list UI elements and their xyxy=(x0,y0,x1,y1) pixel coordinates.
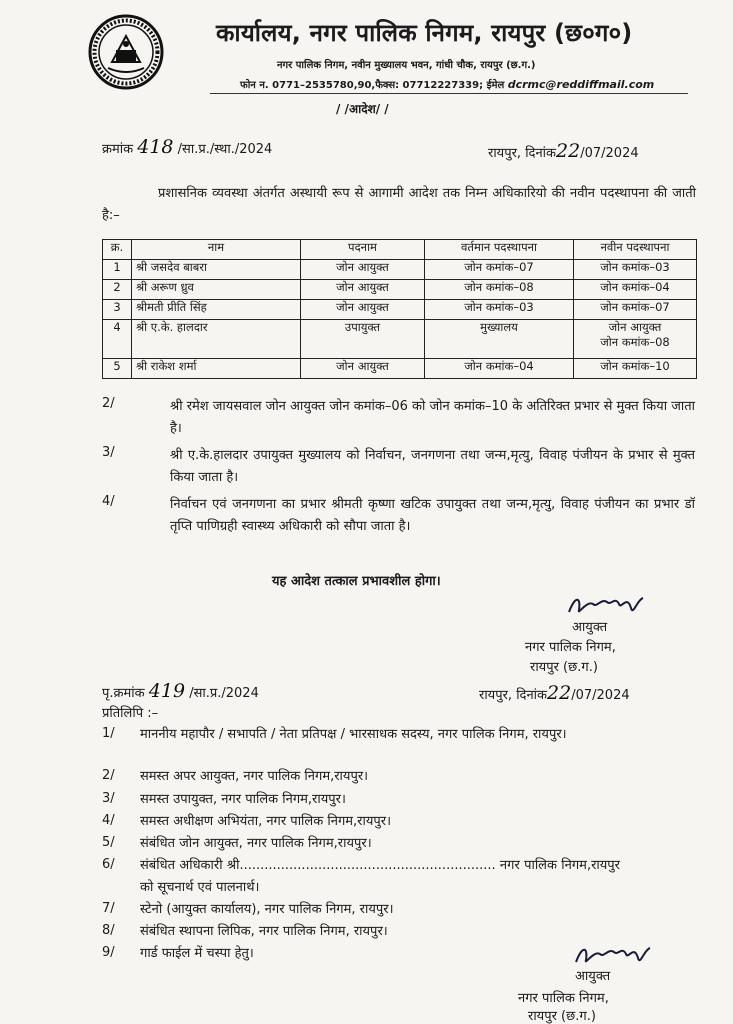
new-posting-line: जोन कमांक–10 xyxy=(600,359,670,373)
table-row xyxy=(103,300,697,320)
point-text: निर्वाचन एवं जनगणना का प्रभार श्रीमती कृष्णा खटिक उपायुक्त तथा जन्म,मृत्यु, विवाह पंजीयन का प्रभार डॉ तृप्ति पाणिग्रही स्वास्थ्य अधिकारी को सौपा जाता है। xyxy=(170,497,695,534)
copy-item-number: 9/ xyxy=(102,945,115,960)
table-row xyxy=(103,359,697,379)
cell-current-posting: जोन कमांक–08 xyxy=(425,280,574,300)
office-contact xyxy=(240,77,654,91)
cell-new-posting xyxy=(574,300,697,320)
commissioner-signature xyxy=(565,590,647,620)
date-day-handwritten: 22 xyxy=(556,140,581,162)
cell-name: श्रीमती प्रीति सिंह xyxy=(132,300,301,320)
table-row xyxy=(103,260,697,280)
point-number: 4/ xyxy=(102,494,115,509)
cell-current-posting: मुख्यालय xyxy=(425,320,574,359)
table-row xyxy=(103,320,697,359)
cell-name: श्री जसदेव बाबरा xyxy=(132,260,301,280)
ref-label: क्रमांक xyxy=(102,142,134,157)
new-posting-line: जोन कमांक–03 xyxy=(600,260,670,274)
endorsement-reference xyxy=(102,680,259,702)
copy-item-text: समस्त अपर आयुक्त, नगर पालिक निगम,रायपुर। xyxy=(140,769,369,784)
order-intro: प्रशासनिक व्यवस्था अंतर्गत अस्थायी रूप से आगामी आदेश तक निम्न अधिकारियो की नवीन पदस्थापना की जाती है:– xyxy=(102,186,696,223)
cell-name: श्री राकेश शर्मा xyxy=(132,359,301,379)
cell-new-posting xyxy=(574,280,697,300)
cell-new-posting xyxy=(574,359,697,379)
endorsement-ref-label: पृ.क्रमांक xyxy=(102,686,145,701)
new-posting-line: जोन आयुक्त xyxy=(608,320,662,334)
office-title: कार्यालय, नगर पालिक निगम, रायपुर (छ०ग०) xyxy=(216,19,633,47)
order-reference xyxy=(102,136,272,158)
copy-item-text: समस्त उपायुक्त, नगर पालिक निगम,रायपुर। xyxy=(140,792,346,807)
copy-item-text: संबंधित जोन आयुक्त, नगर पालिक निगम,रायपुर। xyxy=(140,836,372,851)
municipal-seal-logo xyxy=(88,14,164,90)
signatory-place: रायपुर (छ.ग.) xyxy=(530,660,598,675)
copy-item-number: 7/ xyxy=(102,901,115,916)
effective-statement: यह आदेश तत्काल प्रभावशील होगा। xyxy=(272,574,441,589)
new-posting-line-2: जोन कमांक–08 xyxy=(600,335,670,349)
point-text: श्री रमेश जायसवाल जोन आयुक्त जोन कमांक–06 को जोन कमांक–10 के अतिरिक्त प्रभार से मुक्त किया जाता है। xyxy=(170,399,695,436)
order-date xyxy=(488,140,639,162)
copy-item-number: 5/ xyxy=(102,835,115,850)
copy-item-text: समस्त अधीक्षण अभियंता, नगर पालिक निगम,रायपुर। xyxy=(140,814,392,829)
table-header-row xyxy=(103,240,697,260)
endorsement-date-day-handwritten: 22 xyxy=(547,682,572,704)
new-posting-line: जोन कमांक–07 xyxy=(600,300,670,314)
copy-item-number: 1/ xyxy=(102,726,115,741)
cell-designation: उपायुक्त xyxy=(301,320,425,359)
header-name: नाम xyxy=(132,240,301,260)
signatory-place-2: रायपुर (छ.ग.) xyxy=(528,1009,596,1024)
contact-numbers: फोन न. 0771–2535780,90,फैक्स: 07712227339; ईमेल xyxy=(240,80,505,91)
copy-item-text: संबंधित अधिकारी श्री.............................................................. नगर पालिक निगम,रायपुर को सूचनार्थ एवं पालनार्थ। xyxy=(140,858,620,895)
header-current-posting: वर्तमान पदस्थापना xyxy=(425,240,574,260)
cell-serial: 2 xyxy=(103,280,132,300)
office-address: नगर पालिक निगम, नवीन मुख्यालय भवन, गांधी चौक, रायपुर (छ.ग.) xyxy=(277,60,536,71)
cell-serial: 4 xyxy=(103,320,132,359)
order-heading: / /आदेश/ / xyxy=(336,102,389,116)
cell-designation: जोन आयुक्त xyxy=(301,280,425,300)
cell-new-posting xyxy=(574,320,697,359)
header-serial: क्र. xyxy=(103,240,132,260)
posting-table xyxy=(102,239,697,379)
cell-serial: 1 xyxy=(103,260,132,280)
ref-number-handwritten: 418 xyxy=(137,136,174,158)
header-divider xyxy=(210,93,688,94)
endorsement-ref-suffix: /सा.प्र./2024 xyxy=(189,686,259,701)
point-number: 2/ xyxy=(102,396,115,411)
signatory-org-2: नगर पालिक निगम, xyxy=(518,991,609,1006)
ref-suffix: /सा.प्र./स्था./2024 xyxy=(177,142,273,157)
cell-serial: 3 xyxy=(103,300,132,320)
cell-current-posting: जोन कमांक–07 xyxy=(425,260,574,280)
copy-item-text: स्टेनो (आयुक्त कार्यालय), नगर पालिक निगम, रायपुर। xyxy=(140,902,394,917)
header-designation: पदनाम xyxy=(301,240,425,260)
endorsement-ref-number-handwritten: 419 xyxy=(148,680,186,702)
new-posting-line: जोन कमांक–04 xyxy=(600,280,670,294)
copy-item-number: 4/ xyxy=(102,813,115,828)
copy-item-number: 8/ xyxy=(102,923,115,938)
copy-item-number: 2/ xyxy=(102,768,115,783)
signatory-org: नगर पालिक निगम, xyxy=(525,640,616,655)
copy-item-text: संबंधित स्थापना लिपिक, नगर पालिक निगम, रायपुर। xyxy=(140,924,388,939)
endorsement-date xyxy=(479,682,630,704)
point-text: श्री ए.के.हालदार उपायुक्त मुख्यालय को निर्वाचन, जनगणना तथा जन्म,मृत्यु, विवाह पंजीयन के प्रभार से मुक्त किया जाता है। xyxy=(170,448,695,485)
cell-current-posting: जोन कमांक–03 xyxy=(425,300,574,320)
signatory-title: आयुक्त xyxy=(572,620,608,635)
signatory-title-2: आयुक्त xyxy=(575,969,611,984)
copy-item-text: गार्ड फाईल में चस्पा हेतु। xyxy=(140,946,254,961)
cell-current-posting: जोन कमांक–04 xyxy=(425,359,574,379)
endorsement-place-date-label: रायपुर, दिनांक xyxy=(479,688,548,703)
cell-serial: 5 xyxy=(103,359,132,379)
copy-item-text: माननीय महापौर / सभापति / नेता प्रतिपक्ष / भारसाधक सदस्य, नगर पालिक निगम, रायपुर। xyxy=(140,727,567,742)
date-rest: /07/2024 xyxy=(580,146,639,161)
endorsement-date-rest: /07/2024 xyxy=(571,688,630,703)
cell-designation: जोन आयुक्त xyxy=(301,359,425,379)
cell-name: श्री ए.के. हालदार xyxy=(132,320,301,359)
copy-item-number: 6/ xyxy=(102,857,115,872)
email-address: dcrmc@reddiffmail.com xyxy=(507,78,655,91)
header-new-posting: नवीन पदस्थापना xyxy=(574,240,697,260)
table-row xyxy=(103,280,697,300)
cell-designation: जोन आयुक्त xyxy=(301,300,425,320)
cell-new-posting xyxy=(574,260,697,280)
point-number: 3/ xyxy=(102,445,115,460)
place-date-label: रायपुर, दिनांक xyxy=(488,146,557,161)
copy-to-label: प्रतिलिपि :– xyxy=(102,706,159,721)
cell-name: श्री अरूण ध्रुव xyxy=(132,280,301,300)
copy-item-number: 3/ xyxy=(102,791,115,806)
cell-designation: जोन आयुक्त xyxy=(301,260,425,280)
